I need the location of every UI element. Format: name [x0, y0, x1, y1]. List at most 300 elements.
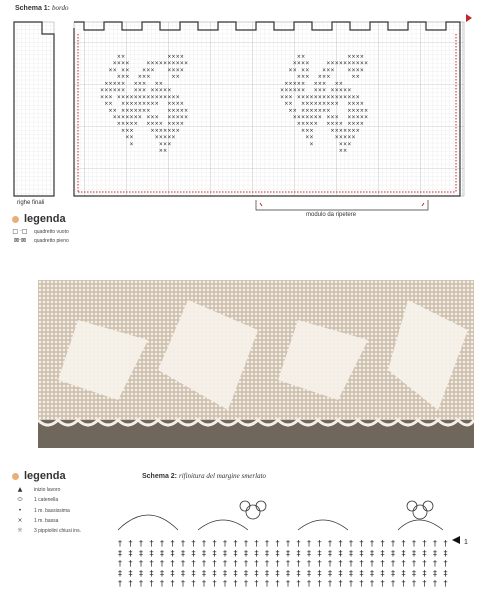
- svg-text:†: †: [202, 559, 206, 568]
- svg-text:×: ×: [121, 67, 126, 74]
- svg-text:†: †: [244, 559, 248, 568]
- svg-text:×: ×: [305, 60, 310, 67]
- svg-text:×: ×: [179, 107, 185, 114]
- svg-text:‡: ‡: [160, 549, 164, 558]
- svg-text:×: ×: [334, 121, 339, 128]
- svg-text:×: ×: [343, 94, 348, 101]
- svg-text:×: ×: [292, 114, 297, 121]
- legend2-row-picots: ☼ 3 pippiolini chiusi ins.: [12, 527, 81, 534]
- svg-text:×: ×: [351, 134, 356, 141]
- svg-text:×: ×: [100, 87, 105, 94]
- svg-text:×: ×: [351, 101, 356, 108]
- svg-text:×: ×: [150, 101, 155, 108]
- svg-text:×: ×: [292, 87, 297, 94]
- svg-text:×: ×: [288, 80, 293, 87]
- svg-text:×: ×: [175, 101, 180, 108]
- svg-text:×: ×: [125, 114, 130, 121]
- svg-text:×: ×: [313, 80, 318, 87]
- svg-text:×: ×: [158, 94, 164, 101]
- svg-text:×: ×: [317, 107, 323, 114]
- svg-text:×: ×: [347, 127, 352, 134]
- svg-text:×: ×: [305, 127, 310, 134]
- svg-text:×: ×: [322, 67, 327, 74]
- svg-text:†: †: [181, 539, 185, 548]
- legend2-row-singlecrochet: × 1 m. bassa: [12, 517, 81, 524]
- svg-text:×: ×: [163, 148, 168, 155]
- svg-text:×: ×: [305, 101, 310, 108]
- svg-text:‡: ‡: [412, 549, 416, 558]
- svg-text:×: ×: [175, 121, 180, 128]
- svg-text:×: ×: [309, 114, 314, 121]
- svg-text:‡: ‡: [265, 569, 269, 578]
- svg-text:×: ×: [301, 87, 306, 94]
- svg-text:×: ×: [175, 67, 180, 74]
- svg-text:×: ×: [326, 101, 331, 108]
- svg-text:×: ×: [158, 80, 164, 87]
- svg-text:×: ×: [142, 67, 147, 74]
- svg-text:×: ×: [292, 107, 297, 114]
- svg-text:†: †: [328, 579, 332, 588]
- svg-text:×: ×: [313, 101, 318, 108]
- svg-text:×: ×: [104, 94, 109, 101]
- svg-text:×: ×: [154, 94, 159, 101]
- svg-text:‡: ‡: [202, 549, 206, 558]
- svg-text:×: ×: [288, 94, 293, 101]
- svg-text:×: ×: [351, 114, 356, 121]
- svg-text:†: †: [170, 559, 175, 568]
- svg-text:×: ×: [171, 67, 176, 74]
- svg-text:×: ×: [334, 127, 339, 134]
- svg-text:†: †: [443, 579, 448, 588]
- svg-text:×: ×: [326, 74, 331, 81]
- svg-text:×: ×: [150, 67, 155, 74]
- svg-text:×: ×: [150, 87, 155, 94]
- svg-text:×: ×: [351, 107, 356, 114]
- svg-text:†: †: [433, 539, 437, 548]
- svg-text:†: †: [286, 559, 290, 568]
- svg-text:×: ×: [296, 74, 302, 81]
- svg-text:×: ×: [305, 134, 310, 141]
- svg-text:×: ×: [116, 60, 122, 67]
- svg-text:×: ×: [317, 74, 323, 81]
- legend-dot-icon: [12, 473, 19, 480]
- svg-text:‡: ‡: [191, 549, 196, 558]
- svg-text:†: †: [370, 559, 374, 568]
- svg-text:×: ×: [284, 87, 289, 94]
- svg-text:×: ×: [133, 114, 138, 121]
- svg-text:×: ×: [125, 74, 130, 81]
- svg-text:×: ×: [338, 80, 344, 87]
- svg-text:‡: ‡: [370, 569, 374, 578]
- svg-text:†: †: [170, 579, 175, 588]
- svg-text:×: ×: [112, 107, 117, 114]
- svg-text:×: ×: [171, 60, 176, 67]
- svg-text:×: ×: [334, 60, 339, 67]
- svg-text:×: ×: [334, 101, 339, 108]
- chain-icon: ⬭: [17, 496, 23, 503]
- svg-text:×: ×: [112, 80, 117, 87]
- svg-text:×: ×: [116, 87, 122, 94]
- legend1: [12, 213, 69, 244]
- svg-text:×: ×: [175, 114, 180, 121]
- svg-text:×: ×: [137, 107, 143, 114]
- svg-text:‡: ‡: [338, 569, 343, 578]
- svg-text:‡: ‡: [422, 569, 427, 578]
- end-rows-label: righe finali: [17, 200, 45, 206]
- svg-text:‡: ‡: [170, 549, 175, 558]
- svg-text:×: ×: [351, 54, 356, 60]
- svg-text:†: †: [338, 539, 343, 548]
- svg-text:×: ×: [167, 94, 172, 101]
- filled-square-icon: ⊠·⊠: [14, 237, 26, 244]
- svg-text:†: †: [254, 579, 259, 588]
- svg-text:‡: ‡: [181, 569, 185, 578]
- svg-text:×: ×: [351, 74, 356, 81]
- svg-text:×: ×: [288, 101, 293, 108]
- svg-text:†: †: [244, 539, 248, 548]
- svg-text:×: ×: [133, 94, 138, 101]
- svg-text:×: ×: [317, 101, 323, 108]
- svg-text:‡: ‡: [433, 549, 437, 558]
- svg-text:‡: ‡: [422, 549, 427, 558]
- svg-text:×: ×: [330, 60, 335, 67]
- svg-text:×: ×: [163, 60, 168, 67]
- legend2-title: legenda: [12, 470, 81, 482]
- svg-text:‡: ‡: [191, 569, 196, 578]
- svg-text:×: ×: [175, 94, 180, 101]
- svg-text:×: ×: [108, 94, 113, 101]
- svg-text:×: ×: [175, 60, 180, 67]
- svg-text:×: ×: [171, 107, 176, 114]
- svg-text:†: †: [317, 559, 322, 568]
- svg-text:×: ×: [150, 127, 155, 134]
- svg-text:×: ×: [322, 94, 327, 101]
- svg-text:×: ×: [175, 127, 180, 134]
- svg-text:†: †: [265, 559, 269, 568]
- svg-text:×: ×: [355, 94, 360, 101]
- svg-text:×: ×: [179, 121, 185, 128]
- svg-text:×: ×: [364, 107, 369, 114]
- svg-text:‡: ‡: [139, 569, 143, 578]
- svg-text:×: ×: [359, 121, 365, 128]
- svg-text:×: ×: [112, 114, 117, 121]
- legend1-row-empty: □ ·□ quadretto vuoto: [12, 228, 69, 235]
- svg-text:×: ×: [184, 60, 189, 67]
- svg-text:†: †: [349, 539, 353, 548]
- svg-text:†: †: [286, 539, 290, 548]
- svg-text:×: ×: [154, 114, 159, 121]
- svg-text:×: ×: [330, 67, 335, 74]
- schema1-label: Schema 1:: [15, 5, 51, 12]
- svg-text:†: †: [265, 539, 269, 548]
- svg-text:×: ×: [129, 121, 134, 128]
- repeat-bracket: [256, 200, 428, 210]
- svg-text:×: ×: [125, 94, 130, 101]
- slipstitch-icon: •: [18, 507, 22, 514]
- svg-text:‡: ‡: [139, 549, 143, 558]
- svg-text:×: ×: [133, 101, 138, 108]
- svg-text:×: ×: [343, 134, 348, 141]
- svg-text:×: ×: [351, 60, 356, 67]
- schema2-label: Schema 2:: [142, 473, 178, 480]
- svg-text:†: †: [401, 579, 406, 588]
- svg-text:×: ×: [125, 127, 130, 134]
- svg-text:†: †: [401, 539, 406, 548]
- picot-cluster-icon: ☼: [17, 527, 23, 534]
- svg-text:‡: ‡: [254, 549, 259, 558]
- svg-text:‡: ‡: [275, 569, 280, 578]
- svg-text:×: ×: [133, 107, 138, 114]
- svg-text:×: ×: [158, 141, 164, 148]
- svg-text:×: ×: [313, 94, 318, 101]
- svg-text:×: ×: [121, 60, 126, 67]
- svg-text:×: ×: [296, 94, 302, 101]
- svg-text:×: ×: [355, 54, 360, 60]
- svg-text:×: ×: [121, 87, 126, 94]
- svg-text:‡: ‡: [349, 569, 353, 578]
- svg-text:×: ×: [355, 121, 360, 128]
- svg-text:×: ×: [108, 107, 113, 114]
- svg-text:†: †: [149, 559, 154, 568]
- svg-text:†: †: [359, 539, 364, 548]
- svg-text:†: †: [118, 559, 122, 568]
- svg-text:‡: ‡: [244, 569, 248, 578]
- svg-text:†: †: [391, 559, 395, 568]
- svg-text:×: ×: [179, 114, 185, 121]
- svg-text:×: ×: [284, 80, 289, 87]
- svg-text:×: ×: [351, 121, 356, 128]
- stitch-columns: [118, 539, 448, 588]
- svg-text:‡: ‡: [233, 549, 238, 558]
- svg-text:†: †: [317, 579, 322, 588]
- svg-text:†: †: [307, 559, 311, 568]
- svg-text:†: †: [412, 559, 416, 568]
- svg-text:‡: ‡: [307, 549, 311, 558]
- empty-square-icon: □ ·□: [12, 228, 28, 235]
- svg-text:†: †: [275, 579, 280, 588]
- svg-text:†: †: [349, 559, 353, 568]
- svg-text:†: †: [139, 559, 143, 568]
- single-crochet-icon: ×: [17, 517, 23, 524]
- svg-text:×: ×: [359, 107, 365, 114]
- svg-text:†: †: [202, 579, 206, 588]
- svg-text:×: ×: [108, 101, 113, 108]
- svg-text:‡: ‡: [359, 569, 364, 578]
- svg-text:×: ×: [305, 114, 310, 121]
- svg-text:×: ×: [179, 67, 185, 74]
- svg-text:†: †: [181, 559, 185, 568]
- svg-text:×: ×: [309, 127, 314, 134]
- svg-text:×: ×: [309, 121, 314, 128]
- svg-text:×: ×: [167, 54, 172, 60]
- svg-text:†: †: [370, 539, 374, 548]
- svg-text:†: †: [191, 579, 196, 588]
- svg-text:†: †: [244, 579, 248, 588]
- svg-text:×: ×: [121, 74, 126, 81]
- svg-text:×: ×: [330, 121, 335, 128]
- svg-text:×: ×: [125, 121, 130, 128]
- svg-text:×: ×: [163, 134, 168, 141]
- svg-text:×: ×: [167, 127, 172, 134]
- svg-text:†: †: [233, 579, 238, 588]
- svg-text:×: ×: [179, 60, 185, 67]
- svg-text:‡: ‡: [380, 569, 385, 578]
- svg-text:×: ×: [309, 107, 314, 114]
- svg-text:‡: ‡: [212, 549, 217, 558]
- svg-text:‡: ‡: [359, 549, 364, 558]
- svg-text:‡: ‡: [370, 549, 374, 558]
- svg-text:‡: ‡: [149, 569, 154, 578]
- svg-text:‡: ‡: [286, 549, 290, 558]
- svg-text:†: †: [223, 539, 227, 548]
- schema1-grid-chart: [0, 0, 495, 225]
- svg-text:×: ×: [121, 94, 126, 101]
- legend2-row-slipstitch: • 1 m. bassissima: [12, 507, 81, 514]
- svg-text:×: ×: [296, 121, 302, 128]
- svg-text:×: ×: [133, 87, 138, 94]
- svg-text:†: †: [286, 579, 290, 588]
- svg-text:†: †: [149, 539, 154, 548]
- svg-text:†: †: [307, 539, 311, 548]
- svg-text:‡: ‡: [170, 569, 175, 578]
- svg-text:†: †: [212, 559, 217, 568]
- svg-text:×: ×: [351, 67, 356, 74]
- svg-text:†: †: [296, 579, 301, 588]
- svg-text:×: ×: [121, 107, 126, 114]
- svg-text:×: ×: [351, 127, 356, 134]
- svg-text:×: ×: [129, 141, 134, 148]
- svg-text:‡: ‡: [328, 569, 332, 578]
- svg-text:‡: ‡: [401, 569, 406, 578]
- svg-text:×: ×: [309, 141, 314, 148]
- svg-text:†: †: [317, 539, 322, 548]
- svg-text:×: ×: [347, 94, 352, 101]
- svg-text:×: ×: [163, 94, 168, 101]
- svg-text:‡: ‡: [401, 549, 406, 558]
- svg-text:†: †: [296, 559, 301, 568]
- svg-text:‡: ‡: [317, 569, 322, 578]
- start-triangle-icon: ▲: [17, 486, 23, 493]
- svg-text:×: ×: [108, 80, 113, 87]
- svg-text:‡: ‡: [307, 569, 311, 578]
- svg-text:†: †: [359, 579, 364, 588]
- svg-text:×: ×: [116, 54, 122, 60]
- svg-text:†: †: [328, 539, 332, 548]
- svg-text:†: †: [128, 539, 133, 548]
- svg-text:×: ×: [364, 60, 369, 67]
- svg-text:×: ×: [121, 114, 126, 121]
- svg-text:×: ×: [338, 127, 344, 134]
- svg-text:†: †: [433, 579, 437, 588]
- svg-text:‡: ‡: [233, 569, 238, 578]
- svg-text:×: ×: [317, 80, 323, 87]
- schema2-title: [142, 472, 266, 480]
- svg-text:‡: ‡: [160, 569, 164, 578]
- svg-text:‡: ‡: [296, 549, 301, 558]
- svg-text:†: †: [118, 579, 122, 588]
- svg-text:×: ×: [158, 121, 164, 128]
- svg-text:×: ×: [343, 87, 348, 94]
- svg-text:†: †: [412, 579, 416, 588]
- svg-text:†: †: [391, 579, 395, 588]
- svg-text:×: ×: [167, 87, 172, 94]
- svg-text:×: ×: [338, 94, 344, 101]
- svg-text:×: ×: [175, 74, 180, 81]
- svg-text:×: ×: [305, 94, 310, 101]
- svg-text:×: ×: [338, 134, 344, 141]
- svg-text:†: †: [254, 559, 259, 568]
- svg-text:†: †: [380, 579, 385, 588]
- svg-text:×: ×: [104, 80, 109, 87]
- svg-text:×: ×: [355, 114, 360, 121]
- svg-text:×: ×: [322, 101, 327, 108]
- svg-text:×: ×: [125, 101, 130, 108]
- svg-text:×: ×: [121, 101, 126, 108]
- svg-text:×: ×: [296, 60, 302, 67]
- svg-text:×: ×: [338, 148, 344, 155]
- svg-text:×: ×: [326, 121, 331, 128]
- svg-text:×: ×: [334, 94, 339, 101]
- svg-text:×: ×: [150, 114, 155, 121]
- svg-text:×: ×: [301, 121, 306, 128]
- svg-text:×: ×: [125, 67, 130, 74]
- svg-text:×: ×: [112, 60, 117, 67]
- svg-text:×: ×: [125, 134, 130, 141]
- svg-text:†: †: [223, 579, 227, 588]
- svg-text:×: ×: [146, 67, 151, 74]
- svg-text:×: ×: [142, 101, 147, 108]
- svg-text:×: ×: [347, 107, 352, 114]
- svg-text:×: ×: [167, 134, 172, 141]
- svg-text:†: †: [433, 559, 437, 568]
- svg-text:×: ×: [330, 127, 335, 134]
- svg-text:†: †: [139, 539, 143, 548]
- svg-text:‡: ‡: [391, 569, 395, 578]
- svg-text:×: ×: [116, 94, 122, 101]
- svg-text:×: ×: [296, 114, 302, 121]
- svg-text:×: ×: [146, 121, 151, 128]
- svg-text:×: ×: [171, 74, 176, 81]
- svg-text:†: †: [265, 579, 269, 588]
- svg-text:×: ×: [313, 107, 318, 114]
- svg-text:×: ×: [108, 87, 113, 94]
- svg-text:×: ×: [171, 134, 176, 141]
- svg-text:×: ×: [347, 60, 352, 67]
- svg-text:×: ×: [129, 101, 134, 108]
- svg-text:‡: ‡: [338, 549, 343, 558]
- svg-text:†: †: [202, 539, 206, 548]
- svg-text:†: †: [160, 559, 164, 568]
- svg-text:‡: ‡: [443, 549, 448, 558]
- svg-text:×: ×: [121, 54, 126, 60]
- svg-text:‡: ‡: [223, 549, 227, 558]
- schema2-crochet-chart: [108, 490, 478, 598]
- svg-text:×: ×: [351, 94, 356, 101]
- svg-text:×: ×: [146, 74, 151, 81]
- svg-text:×: ×: [326, 107, 331, 114]
- svg-text:×: ×: [355, 74, 360, 81]
- svg-text:†: †: [275, 539, 280, 548]
- svg-text:†: †: [422, 539, 427, 548]
- svg-text:†: †: [338, 579, 343, 588]
- svg-text:×: ×: [292, 60, 297, 67]
- svg-text:×: ×: [309, 101, 314, 108]
- schema1-caption: bordo: [51, 4, 69, 12]
- svg-text:†: †: [233, 559, 238, 568]
- svg-text:×: ×: [146, 114, 151, 121]
- svg-text:×: ×: [359, 114, 365, 121]
- svg-text:×: ×: [359, 101, 365, 108]
